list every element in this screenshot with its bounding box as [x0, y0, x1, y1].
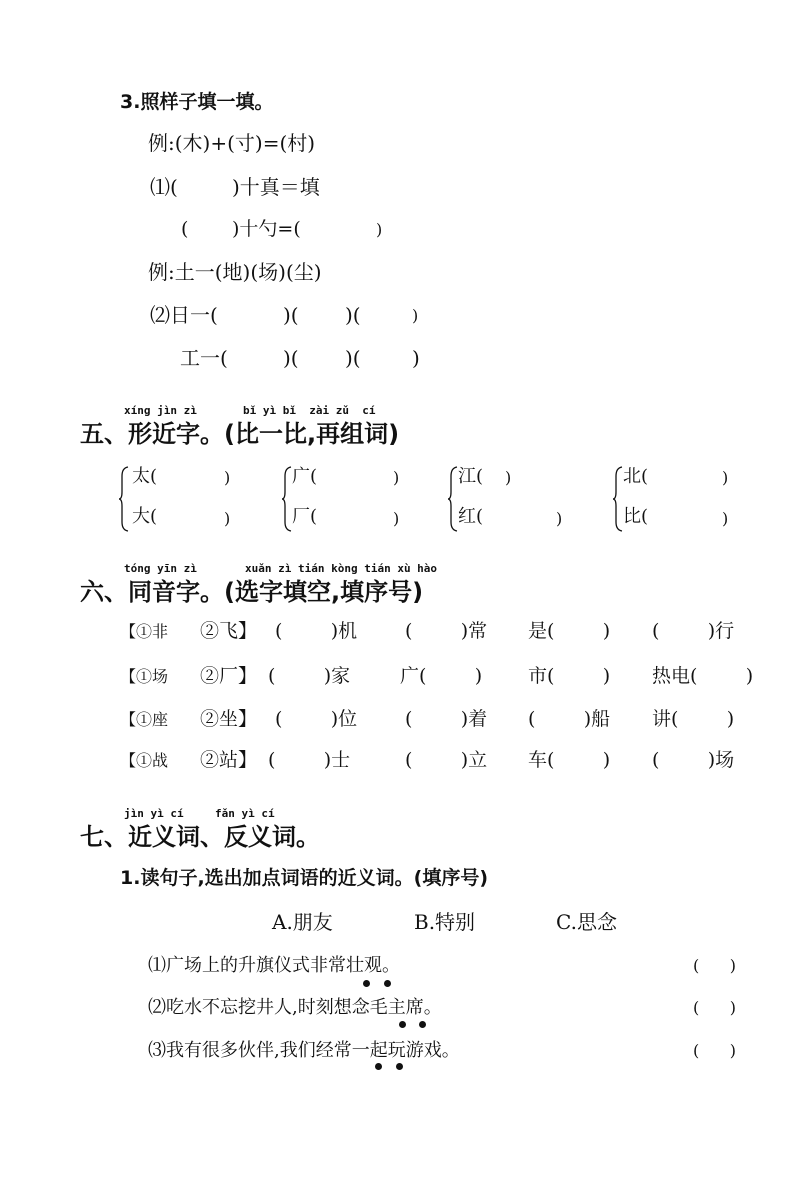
fill-item: ( )船: [528, 708, 611, 730]
emphasis-dot: [399, 1021, 406, 1028]
section-title: 五、形近字。(比一比,再组词): [80, 420, 400, 448]
question-text: 工一(: [180, 346, 228, 370]
fill-item: 讲( ): [652, 708, 735, 730]
choice-option: A.朋友: [272, 910, 333, 934]
word-box: 太(: [132, 466, 158, 487]
section-title: 3.照样子填一填。: [120, 91, 274, 113]
question-prefix: ⑴(: [150, 175, 178, 199]
option-a: 【①战: [120, 751, 169, 770]
blank: )(: [283, 346, 299, 370]
blank-close: ): [722, 509, 729, 528]
fill-item: 广( ): [400, 665, 483, 687]
option-b: ②飞】: [200, 620, 258, 642]
fill-item: ( )家: [268, 665, 351, 687]
example-line: 例:(木)+(寸)=(村): [148, 131, 316, 155]
emphasis-dot: [396, 1063, 403, 1070]
fill-item: 市( ): [528, 665, 611, 687]
blank-close: ): [556, 509, 563, 528]
fill-item: ( )行: [652, 620, 735, 642]
sentence-text: ⑵吃水不忘挖井人,时刻想念毛主席。: [148, 997, 442, 1018]
blank-close: ): [412, 346, 420, 370]
fill-item: 车( ): [528, 749, 611, 771]
word-box: 大(: [132, 506, 158, 527]
blank-open: (: [181, 218, 189, 240]
option-a: 【①非: [120, 622, 169, 641]
word-box: 红(: [458, 506, 484, 527]
blank-close: ): [393, 468, 400, 487]
blank: )(: [345, 303, 361, 327]
pinyin: fǎn yì cí: [215, 807, 275, 820]
pinyin: bǐ yì bǐ zài zǔ cí: [243, 404, 376, 417]
word-box: 比(: [623, 506, 649, 527]
option-b: ②厂】: [200, 665, 258, 687]
answer-blank: ( ): [693, 998, 736, 1017]
fill-item: ( )常: [405, 620, 488, 642]
answer-blank: ( ): [693, 956, 736, 975]
section-title: 七、近义词、反义词。: [80, 823, 320, 851]
sub-question-title: 1.读句子,选出加点词语的近义词。(填序号): [120, 867, 489, 889]
emphasis-dot: [363, 980, 370, 987]
option-b: ②坐】: [200, 708, 258, 730]
blank-close: ): [412, 306, 419, 325]
emphasis-dot: [384, 980, 391, 987]
blank-close: ): [393, 509, 400, 528]
sentence-text: ⑶我有很多伙伴,我们经常一起玩游戏。: [148, 1040, 460, 1061]
question-text: )十勺=(: [232, 218, 301, 240]
question-text: )十真＝填: [232, 175, 320, 199]
fill-item: 是( ): [528, 620, 611, 642]
word-box: 广(: [292, 466, 318, 487]
fill-item: ( )士: [268, 749, 351, 771]
emphasis-dot: [375, 1063, 382, 1070]
blank: )(: [345, 346, 361, 370]
blank: )(: [283, 303, 299, 327]
word-box: 江(: [458, 466, 484, 487]
choice-option: C.思念: [556, 910, 617, 934]
pinyin: xuǎn zì tián kòng tián xù hào: [245, 562, 438, 575]
question-text: ⑵日一(: [150, 303, 218, 327]
word-box: 厂(: [292, 506, 318, 527]
fill-item: ( )位: [275, 708, 358, 730]
word-box: 北(: [623, 466, 649, 487]
pinyin: tóng yīn zì: [124, 562, 197, 575]
answer-blank: ( ): [693, 1041, 736, 1060]
fill-item: ( )场: [652, 749, 735, 771]
section-title: 六、同音字。(选字填空,填序号): [80, 578, 424, 606]
fill-item: ( )机: [275, 620, 358, 642]
pinyin: jìn yì cí: [124, 807, 184, 820]
emphasis-dot: [419, 1021, 426, 1028]
option-a: 【①场: [120, 667, 169, 686]
blank-close: ): [224, 509, 231, 528]
choice-option: B.特别: [414, 910, 476, 934]
blank-close: ): [505, 468, 512, 487]
blank-close: ): [376, 220, 383, 239]
option-a: 【①座: [120, 710, 169, 729]
pinyin: xíng jìn zì: [124, 404, 197, 417]
sentence-text: ⑴广场上的升旗仪式非常壮观。: [148, 955, 400, 976]
fill-item: ( )着: [405, 708, 488, 730]
blank-close: ): [722, 468, 729, 487]
option-b: ②站】: [200, 749, 258, 771]
fill-item: 热电( ): [652, 665, 754, 687]
brace-icon: [118, 466, 130, 532]
example-line: 例:土一(地)(场)(尘): [148, 260, 322, 284]
blank-close: ): [224, 468, 231, 487]
fill-item: ( )立: [405, 749, 488, 771]
